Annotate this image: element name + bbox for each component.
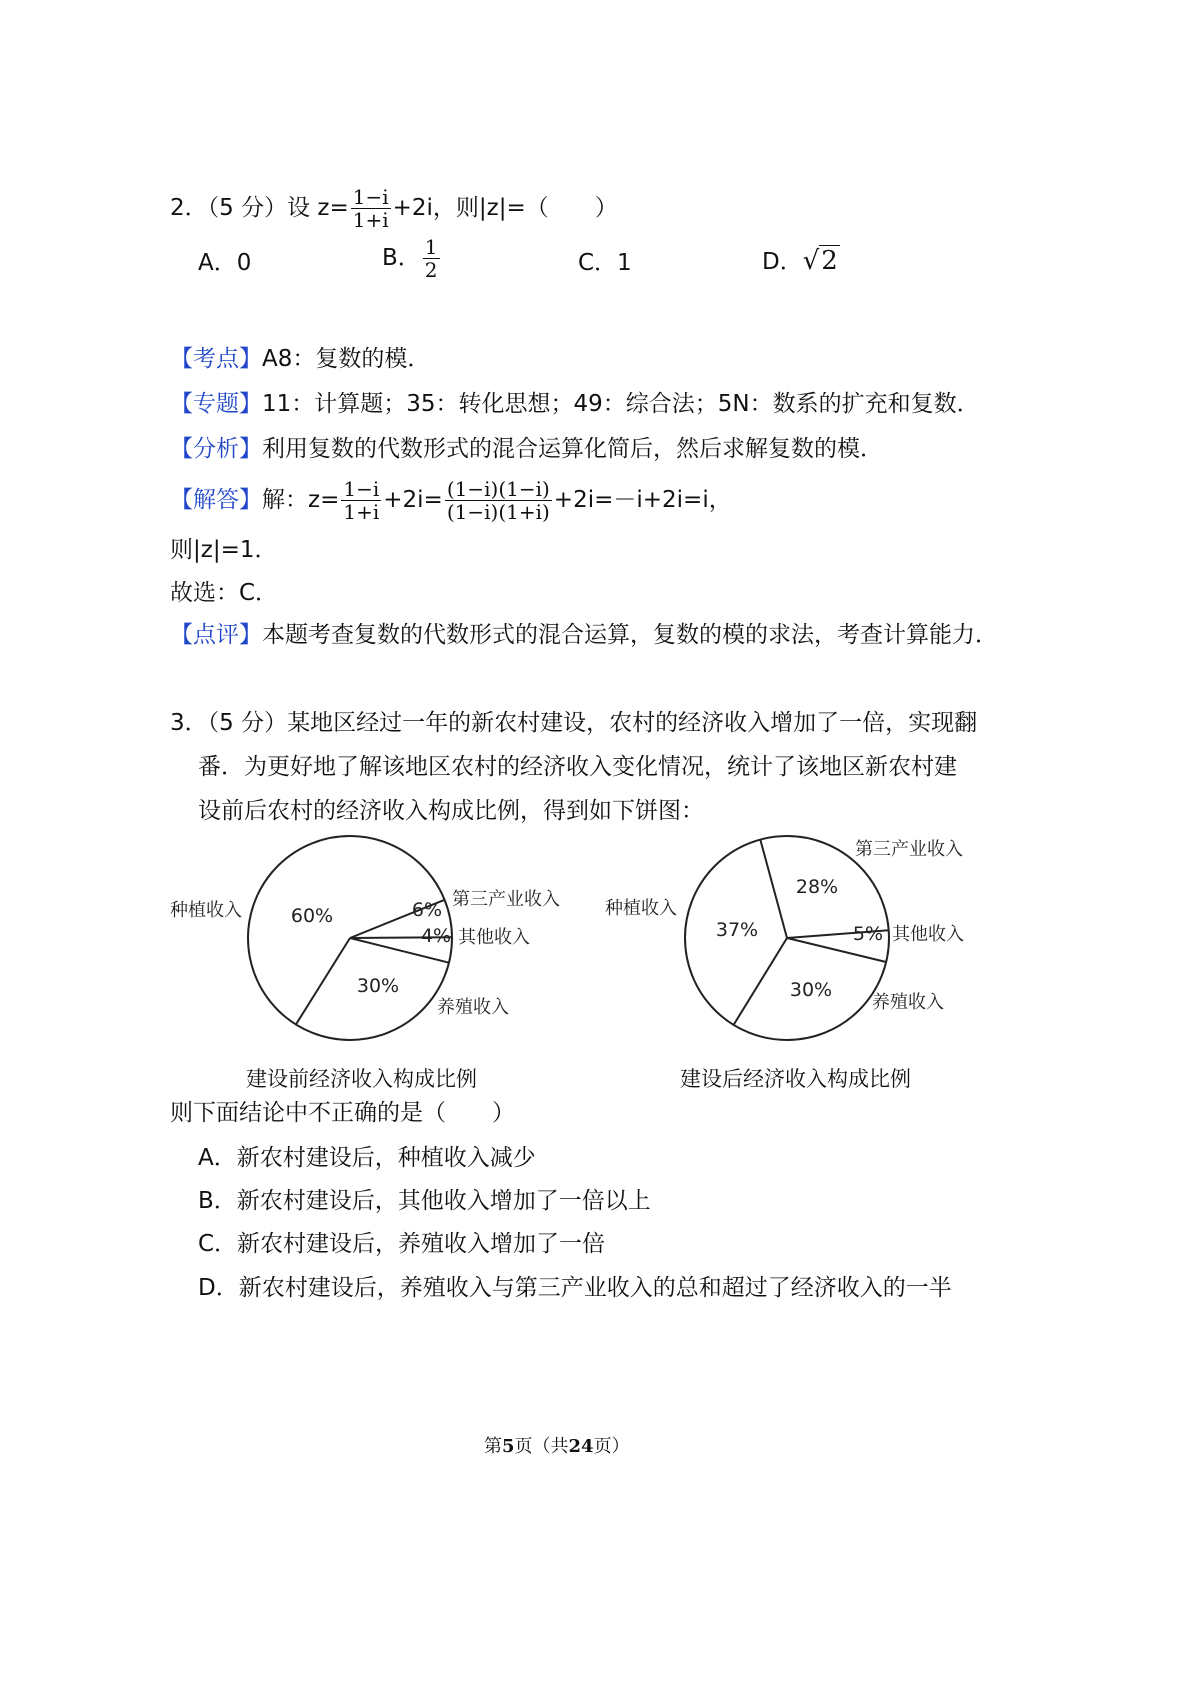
jieda-f1-den: 1+i (343, 500, 380, 524)
q2-option-b-fraction (423, 236, 440, 281)
q3-option-d: D．新农村建设后，养殖收入与第三产业收入的总和超过了经济收入的一半 (198, 1275, 952, 1301)
q3-stem-line2: 番．为更好地了解该地区农村的经济收入变化情况，统计了该地区新农村建 (198, 754, 957, 780)
pie-percent-label: 5% (852, 923, 884, 945)
pie-percent-label: 30% (356, 975, 400, 997)
pie-category-label: 第三产业收入 (452, 889, 560, 910)
modulus-line: 则|z|=1． (170, 537, 278, 563)
dianping-text: 本题考查复数的代数形式的混合运算，复数的模的求法，考查计算能力． (262, 622, 998, 648)
pie-category-label: 养殖收入 (437, 997, 509, 1018)
zhuanti-tag: 【专题】 (170, 391, 262, 417)
pie-category-label: 种植收入 (170, 900, 242, 921)
fenxi-tag: 【分析】 (170, 436, 262, 462)
q2-option-b (382, 236, 442, 281)
pie-percent-label: 30% (789, 979, 833, 1001)
q2-option-a: A．0 (198, 250, 252, 276)
q3-question: 则下面结论中不正确的是（ ） (170, 1100, 515, 1126)
zhuanti-line (170, 389, 980, 419)
q2-option-d (762, 246, 840, 277)
kaodian-line (170, 344, 430, 374)
pie-charts (0, 820, 1200, 1120)
pie-percent-label: 6% (411, 899, 443, 921)
fenxi-text: 利用复数的代数形式的混合运算化简后，然后求解复数的模． (262, 436, 883, 462)
pie-before-title: 建设前经济收入构成比例 (246, 1067, 477, 1091)
q2-option-d-radicand: 2 (821, 246, 838, 276)
q2-frac-num: 1−i (352, 185, 389, 209)
jieda-fraction-1 (341, 478, 381, 523)
footer-page-number: 5 (502, 1436, 515, 1457)
pie-percent-label: 60% (290, 905, 334, 927)
pie-percent-label: 4% (420, 925, 452, 947)
kaodian-text: A8：复数的模． (262, 346, 431, 372)
pie-chart-before (170, 836, 560, 1040)
zhuanti-text: 11：计算题；35：转化思想；49：综合法；5N：数系的扩充和复数． (262, 391, 980, 417)
jieda-f2-num: (1−i)(1−i) (446, 477, 550, 501)
q3-option-a: A．新农村建设后，种植收入减少 (198, 1145, 536, 1171)
q2-option-c: C．1 (578, 250, 632, 276)
pie-after-title: 建设后经济收入构成比例 (680, 1067, 911, 1091)
q2-option-d-label: D． (762, 249, 803, 275)
pie-chart-after (605, 836, 964, 1040)
footer-suffix: 页） (593, 1436, 630, 1457)
q2-option-b-label: B． (382, 245, 421, 271)
pie-category-label: 养殖收入 (872, 992, 944, 1013)
jieda-tag: 【解答】 (170, 487, 262, 513)
jieda-line (170, 478, 732, 523)
footer-total-pages: 24 (568, 1436, 594, 1457)
pie-percent-label: 37% (715, 919, 759, 941)
q2-stem (170, 186, 618, 231)
q2-option-b-num: 1 (424, 235, 438, 259)
pie-percent-label: 28% (795, 876, 839, 898)
q3-stem-line1: 3．（5 分）某地区经过一年的新农村建设，农村的经济收入增加了一倍，实现翻 (170, 710, 978, 736)
q3-option-c: C．新农村建设后，养殖收入增加了一倍 (198, 1231, 606, 1257)
pie-category-label: 其他收入 (458, 927, 530, 948)
q3-option-b: B．新农村建设后，其他收入增加了一倍以上 (198, 1188, 651, 1214)
q2-stem-suffix: +2i，则|z|=（ ） (392, 195, 618, 221)
sqrt-symbol: √2 (802, 246, 838, 276)
dianping-tag: 【点评】 (170, 622, 262, 648)
q2-stem-prefix: 2．（5 分）设 z= (170, 195, 349, 221)
choice-line: 故选：C． (170, 580, 279, 606)
q2-frac-den: 1+i (352, 208, 389, 232)
q2-fraction (351, 186, 391, 231)
fenxi-line (170, 434, 883, 464)
jieda-prefix: 解：z= (262, 487, 340, 513)
footer-mid: 页（共 (514, 1436, 569, 1457)
jieda-f1-num: 1−i (343, 477, 380, 501)
footer-prefix: 第 (484, 1436, 502, 1457)
pie-category-label: 种植收入 (605, 898, 677, 919)
page-footer (484, 1432, 630, 1458)
q3-stem-line3: 设前后农村的经济收入构成比例，得到如下饼图： (198, 798, 704, 824)
kaodian-tag: 【考点】 (170, 346, 262, 372)
dianping-line (170, 620, 998, 650)
jieda-mid: +2i= (383, 487, 443, 513)
jieda-f2-den: (1−i)(1+i) (446, 500, 550, 524)
pie-category-label: 第三产业收入 (855, 839, 963, 860)
pie-category-label: 其他收入 (892, 924, 964, 945)
q2-option-b-den: 2 (424, 258, 438, 282)
jieda-fraction-2 (445, 478, 552, 523)
jieda-suffix: +2i=－i+2i=i， (553, 487, 732, 513)
